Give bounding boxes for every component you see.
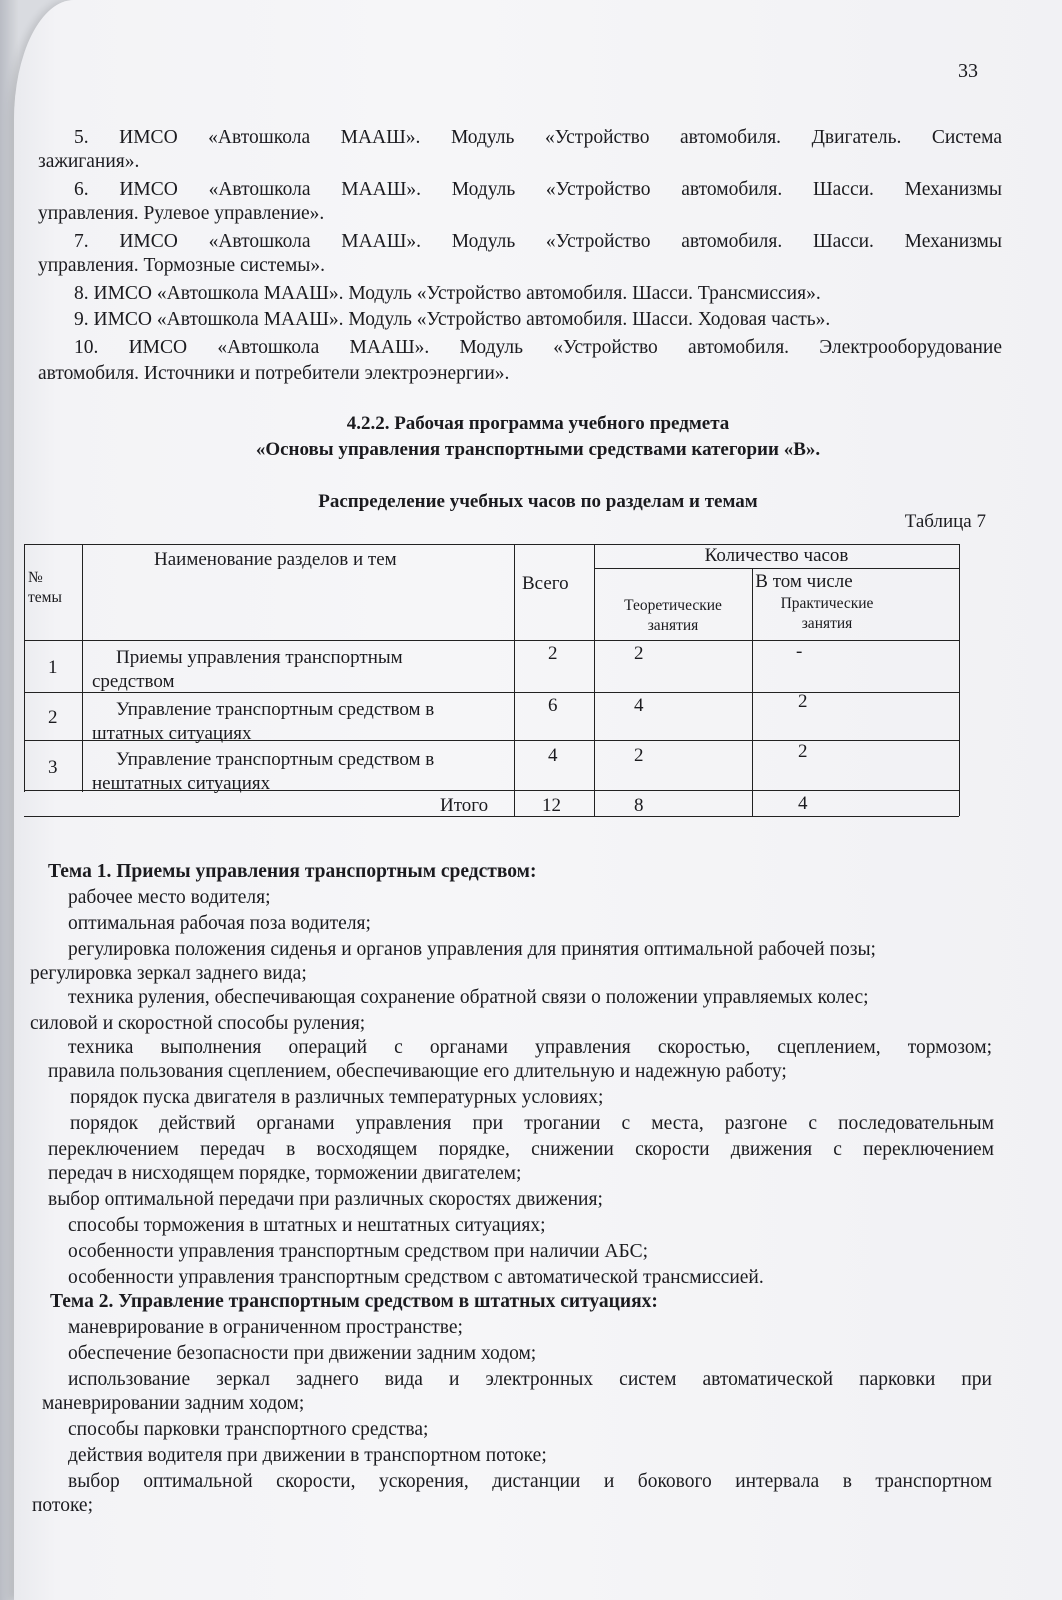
table-cell-theory: 2 <box>634 643 644 664</box>
list-item: особенности управления транспортным средством с автоматической трансмиссией. <box>68 1267 764 1288</box>
list-item: переключением передач в восходящем порядке, снижении скорости движения с переключением <box>48 1139 994 1160</box>
topic-2-title: Тема 2. Управление транспортным средством в штатных ситуациях: <box>50 1291 658 1312</box>
table-footer-practice: 4 <box>798 793 808 814</box>
table-cell-name: Управление транспортным средством в <box>116 749 435 770</box>
table-cell-theory: 4 <box>634 695 644 716</box>
table-cell-num: 1 <box>48 657 58 678</box>
list-item: 9. ИМСО «Автошкола МААШ». Модуль «Устройство автомобиля. Шасси. Ходовая часть». <box>74 309 831 330</box>
table-cell-total: 4 <box>548 745 558 766</box>
list-item: силовой и скоростной способы руления; <box>30 1013 366 1034</box>
table-cell-practice: 2 <box>798 741 808 762</box>
list-item: действия водителя при движении в транспортном потоке; <box>68 1445 547 1466</box>
list-item: порядок действий органами управления при трогании с места, разгоне с последовательным <box>70 1113 994 1134</box>
list-item: оптимальная рабочая поза водителя; <box>68 913 371 934</box>
list-item: порядок пуска двигателя в различных температурных условиях; <box>70 1087 604 1108</box>
list-item: регулировка положения сиденья и органов управления для принятия оптимальной рабочей позы; <box>68 939 876 960</box>
table-header-total: Всего <box>522 573 569 594</box>
page-number: 33 <box>958 60 978 82</box>
list-item: 7. ИМСО «Автошкола МААШ». Модуль «Устройство автомобиля. Шасси. Механизмы <box>74 231 1002 252</box>
list-item: передач в нисходящем порядке, торможении двигателем; <box>48 1163 522 1184</box>
list-item: особенности управления транспортным средством при наличии АБС; <box>68 1241 649 1262</box>
list-item: рабочее место водителя; <box>68 887 271 908</box>
list-item: регулировка зеркал заднего вида; <box>30 963 307 984</box>
list-item: 10. ИМСО «Автошкола МААШ». Модуль «Устройство автомобиля. Электрооборудование <box>74 337 1002 358</box>
section-heading: 4.2.2. Рабочая программа учебного предмета <box>346 413 730 434</box>
section-heading-subtitle: «Основы управления транспортными средствами категории «В». <box>255 439 821 460</box>
list-item-continuation: автомобиля. Источники и потребители электроэнергии». <box>38 363 510 384</box>
table-cell-theory: 2 <box>634 745 644 766</box>
table-cell-name-cont: нештатных ситуациях <box>92 773 271 794</box>
table-cell-num: 3 <box>48 757 58 778</box>
table-cell-name: Приемы управления транспортным <box>116 647 403 668</box>
list-item: использование зеркал заднего вида и электронных систем автоматической парковки при <box>68 1369 992 1390</box>
table-cell-total: 6 <box>548 695 558 716</box>
list-item: выбор оптимальной скорости, ускорения, дистанции и бокового интервала в транспортном <box>68 1471 992 1492</box>
table-cell-name-cont: средством <box>92 671 175 692</box>
list-item: 5. ИМСО «Автошкола МААШ». Модуль «Устройство автомобиля. Двигатель. Система <box>74 127 1002 148</box>
table-footer-total: 12 <box>542 795 561 816</box>
list-item-continuation: управления. Рулевое управление». <box>38 203 325 224</box>
list-item: способы торможения в штатных и нештатных ситуациях; <box>68 1215 546 1236</box>
list-item: техника выполнения операций с органами управления скоростью, сцеплением, тормозом; <box>68 1037 992 1058</box>
table-cell-name-cont: штатных ситуациях <box>92 723 252 744</box>
list-item-continuation: зажигания». <box>38 151 140 172</box>
table-header-practice: Практические занятия <box>780 595 874 632</box>
table-cell-total: 2 <box>548 643 558 664</box>
table-title: Распределение учебных часов по разделам и темам <box>318 491 758 512</box>
table-footer-theory: 8 <box>634 795 644 816</box>
list-item: способы парковки транспортного средства; <box>68 1419 429 1440</box>
list-item: 6. ИМСО «Автошкола МААШ». Модуль «Устройство автомобиля. Шасси. Механизмы <box>74 179 1002 200</box>
list-item-continuation: маневрировании задним ходом; <box>42 1393 305 1414</box>
list-item: техника руления, обеспечивающая сохранение обратной связи о положении управляемых колес; <box>68 987 869 1008</box>
list-item: правила пользования сцеплением, обеспечивающие его длительную и надежную работу; <box>48 1061 787 1082</box>
table-header-num: № темы <box>28 569 62 606</box>
table-header-including: В том числе <box>755 571 853 592</box>
table-header-theory: Теоретические занятия <box>624 597 722 634</box>
list-item: обеспечение безопасности при движении задним ходом; <box>68 1343 537 1364</box>
topic-1-title: Тема 1. Приемы управления транспортным средством: <box>48 861 537 882</box>
list-item: маневрирование в ограниченном пространстве; <box>68 1317 463 1338</box>
table-header-hours: Количество часов <box>704 545 849 566</box>
table-footer-label: Итого <box>440 795 489 816</box>
table-label: Таблица 7 <box>904 511 986 532</box>
table-cell-num: 2 <box>48 707 58 728</box>
table-cell-name: Управление транспортным средством в <box>116 699 435 720</box>
list-item: 8. ИМСО «Автошкола МААШ». Модуль «Устройство автомобиля. Шасси. Трансмиссия». <box>74 283 821 304</box>
document-page <box>14 0 1062 1600</box>
list-item: выбор оптимальной передачи при различных скоростях движения; <box>48 1189 603 1210</box>
list-item-continuation: управления. Тормозные системы». <box>38 255 326 276</box>
hours-table <box>24 544 992 840</box>
table-header-name: Наименование разделов и тем <box>154 549 397 570</box>
table-cell-practice: - <box>796 641 803 662</box>
table-cell-practice: 2 <box>798 691 808 712</box>
list-item-continuation: потоке; <box>32 1495 94 1516</box>
